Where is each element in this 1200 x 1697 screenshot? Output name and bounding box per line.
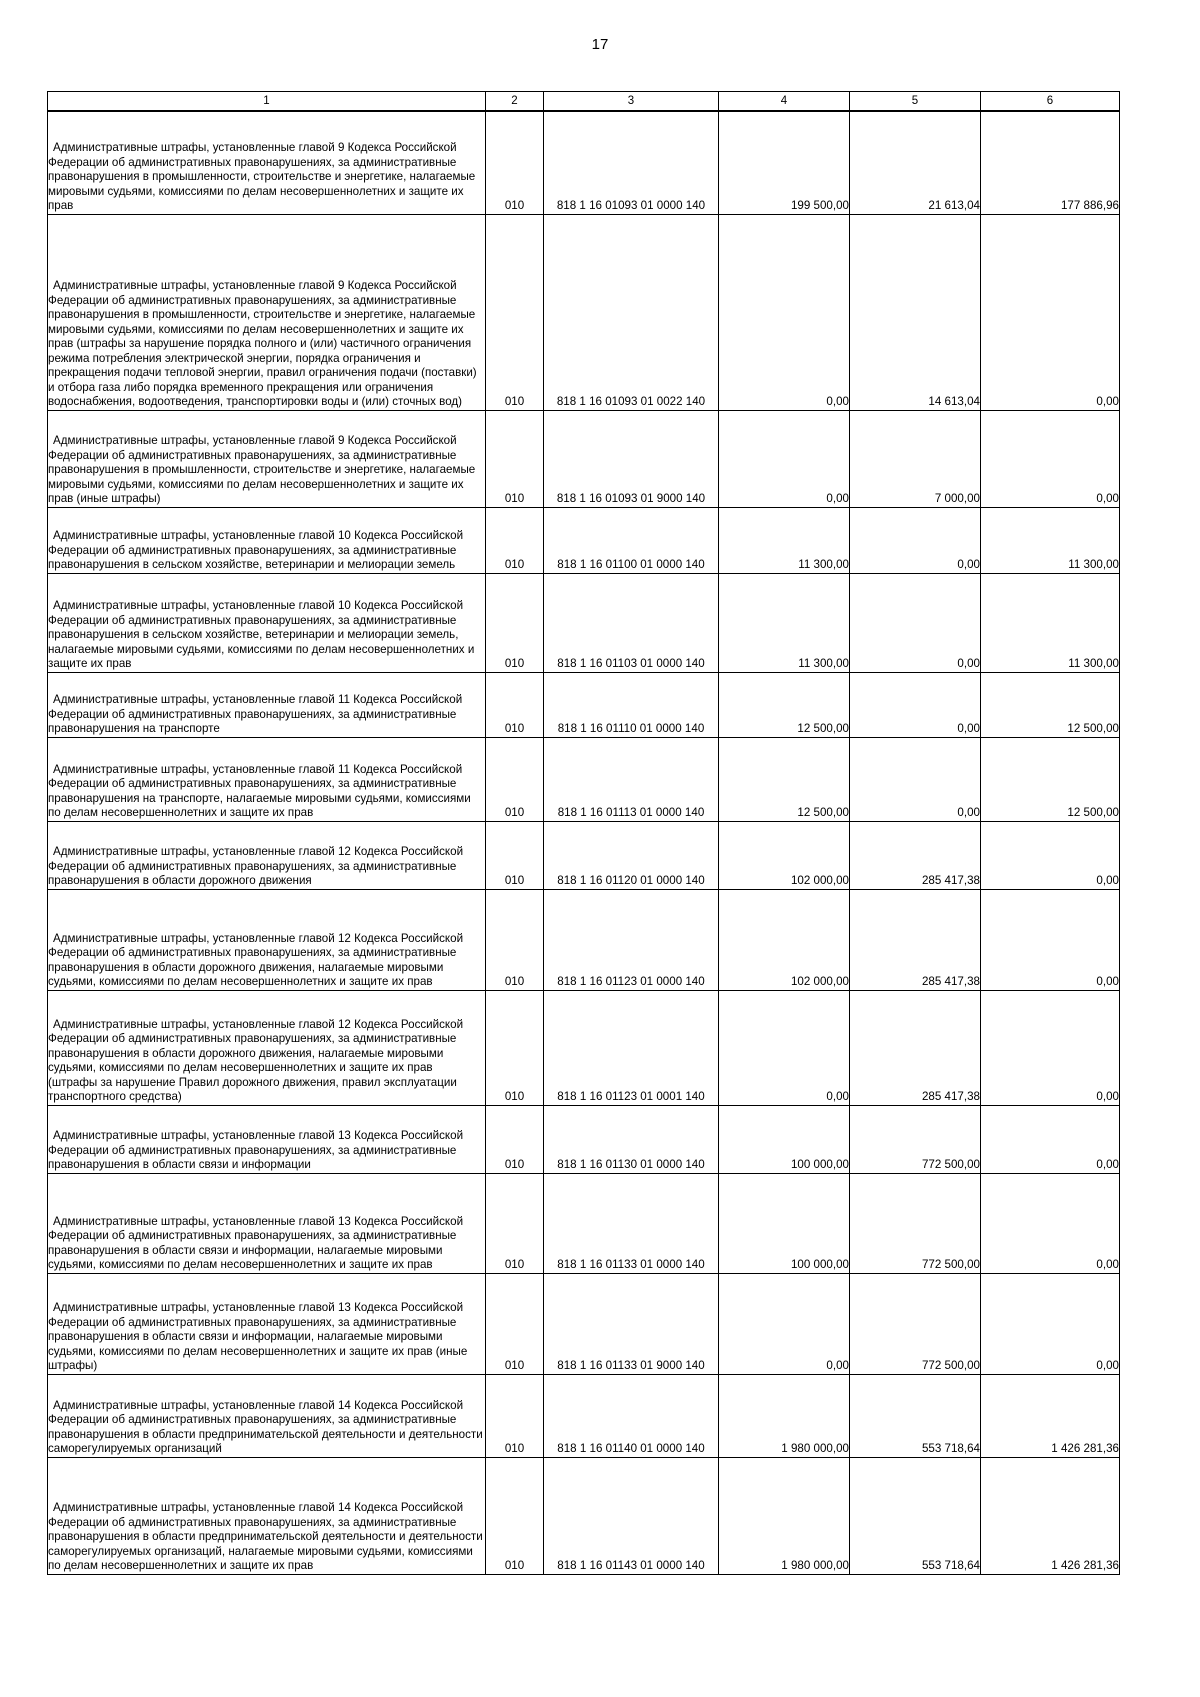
- row-line-code: 010: [486, 111, 544, 214]
- row-approved-amount: 11 300,00: [719, 573, 850, 672]
- row-executed-amount: 14 613,04: [850, 214, 981, 410]
- row-line-code: 010: [486, 672, 544, 737]
- row-line-code: 010: [486, 737, 544, 821]
- column-header: 4: [719, 92, 850, 112]
- row-unexecuted-amount: 1 426 281,36: [981, 1457, 1120, 1574]
- row-description: Административные штрафы, установленные главой 12 Кодекса Российской Федерации об административных правонарушениях, за административные правонарушения в области дорожного движения, налагаемые мировыми судьями, комиссиями по делам несовершеннолетних и защите их прав: [48, 889, 486, 990]
- table-row: [48, 410, 1120, 507]
- row-budget-code: 818 1 16 01093 01 0022 140: [544, 214, 719, 410]
- row-line-code: 010: [486, 1457, 544, 1574]
- row-description: Административные штрафы, установленные главой 10 Кодекса Российской Федерации об административных правонарушениях, за административные правонарушения в сельском хозяйстве, ветеринарии и мелиорации земель: [48, 507, 486, 573]
- row-budget-code: 818 1 16 01123 01 0001 140: [544, 990, 719, 1105]
- row-unexecuted-amount: 12 500,00: [981, 672, 1120, 737]
- row-description: Административные штрафы, установленные главой 9 Кодекса Российской Федерации об административных правонарушениях, за административные правонарушения в промышленности, строительстве и энергетике, налагаемые мировыми судьями, комиссиями по делам несовершеннолетних и защите их прав (штрафы за нарушение порядка полного и (или) частичного ограничения режима потребления электрической энергии, порядка ограничения и прекращения подачи тепловой энергии, правил ограничения подачи (поставки) и отбора газа либо порядка временного прекращения или ограничения водоснабжения, водоотведения, транспортировки воды и (или) сточных вод): [48, 214, 486, 410]
- row-line-code: 010: [486, 410, 544, 507]
- row-description: Административные штрафы, установленные главой 13 Кодекса Российской Федерации об административных правонарушениях, за административные правонарушения в области связи и информации, налагаемые мировыми судьями, комиссиями по делам несовершеннолетних и защите их прав (иные штрафы): [48, 1273, 486, 1374]
- row-description: Административные штрафы, установленные главой 12 Кодекса Российской Федерации об административных правонарушениях, за административные правонарушения в области дорожного движения: [48, 821, 486, 889]
- row-unexecuted-amount: 0,00: [981, 214, 1120, 410]
- row-approved-amount: 1 980 000,00: [719, 1374, 850, 1457]
- row-description: Административные штрафы, установленные главой 12 Кодекса Российской Федерации об административных правонарушениях, за административные правонарушения в области дорожного движения, налагаемые мировыми судьями, комиссиями по делам несовершеннолетних и защите их прав (штрафы за нарушение Правил дорожного движения, правил эксплуатации транспортного средства): [48, 990, 486, 1105]
- table-row: [48, 737, 1120, 821]
- row-unexecuted-amount: 0,00: [981, 1105, 1120, 1173]
- row-unexecuted-amount: 0,00: [981, 821, 1120, 889]
- table-row: [48, 573, 1120, 672]
- row-approved-amount: 199 500,00: [719, 111, 850, 214]
- row-approved-amount: 0,00: [719, 410, 850, 507]
- row-executed-amount: 0,00: [850, 672, 981, 737]
- column-header: 5: [850, 92, 981, 112]
- row-budget-code: 818 1 16 01133 01 0000 140: [544, 1173, 719, 1273]
- table-row: [48, 1173, 1120, 1273]
- row-executed-amount: 0,00: [850, 737, 981, 821]
- row-executed-amount: 7 000,00: [850, 410, 981, 507]
- row-approved-amount: 102 000,00: [719, 821, 850, 889]
- row-line-code: 010: [486, 990, 544, 1105]
- row-line-code: 010: [486, 507, 544, 573]
- row-description: Административные штрафы, установленные главой 11 Кодекса Российской Федерации об административных правонарушениях, за административные правонарушения на транспорте, налагаемые мировыми судьями, комиссиями по делам несовершеннолетних и защите их прав: [48, 737, 486, 821]
- row-line-code: 010: [486, 821, 544, 889]
- row-unexecuted-amount: 0,00: [981, 990, 1120, 1105]
- row-line-code: 010: [486, 1273, 544, 1374]
- row-unexecuted-amount: 11 300,00: [981, 507, 1120, 573]
- row-approved-amount: 100 000,00: [719, 1105, 850, 1173]
- table-row: [48, 672, 1120, 737]
- column-header: 1: [48, 92, 486, 112]
- column-header: 3: [544, 92, 719, 112]
- row-unexecuted-amount: 0,00: [981, 1273, 1120, 1374]
- row-approved-amount: 1 980 000,00: [719, 1457, 850, 1574]
- row-executed-amount: 285 417,38: [850, 990, 981, 1105]
- row-unexecuted-amount: 0,00: [981, 889, 1120, 990]
- table-row: [48, 214, 1120, 410]
- row-line-code: 010: [486, 1173, 544, 1273]
- row-budget-code: 818 1 16 01123 01 0000 140: [544, 889, 719, 990]
- column-header: 6: [981, 92, 1120, 112]
- row-budget-code: 818 1 16 01133 01 9000 140: [544, 1273, 719, 1374]
- row-unexecuted-amount: 12 500,00: [981, 737, 1120, 821]
- row-line-code: 010: [486, 1374, 544, 1457]
- row-description: Административные штрафы, установленные главой 11 Кодекса Российской Федерации об административных правонарушениях, за административные правонарушения на транспорте: [48, 672, 486, 737]
- table-row: [48, 111, 1120, 214]
- row-executed-amount: 21 613,04: [850, 111, 981, 214]
- column-header: 2: [486, 92, 544, 112]
- row-approved-amount: 0,00: [719, 990, 850, 1105]
- row-description: Административные штрафы, установленные главой 14 Кодекса Российской Федерации об административных правонарушениях, за административные правонарушения в области предпринимательской деятельности и деятельности саморегулируемых организаций: [48, 1374, 486, 1457]
- table-row: [48, 1374, 1120, 1457]
- page-number: 17: [591, 36, 609, 53]
- row-budget-code: 818 1 16 01103 01 0000 140: [544, 573, 719, 672]
- table-row: [48, 507, 1120, 573]
- row-executed-amount: 772 500,00: [850, 1173, 981, 1273]
- table-row: [48, 1457, 1120, 1574]
- row-line-code: 010: [486, 1105, 544, 1173]
- row-executed-amount: 772 500,00: [850, 1105, 981, 1173]
- row-description: Административные штрафы, установленные главой 9 Кодекса Российской Федерации об административных правонарушениях, за административные правонарушения в промышленности, строительстве и энергетике, налагаемые мировыми судьями, комиссиями по делам несовершеннолетних и защите их прав (иные штрафы): [48, 410, 486, 507]
- row-line-code: 010: [486, 214, 544, 410]
- row-budget-code: 818 1 16 01093 01 9000 140: [544, 410, 719, 507]
- revenue-table: [47, 91, 1120, 1575]
- row-executed-amount: 772 500,00: [850, 1273, 981, 1374]
- row-budget-code: 818 1 16 01120 01 0000 140: [544, 821, 719, 889]
- row-budget-code: 818 1 16 01140 01 0000 140: [544, 1374, 719, 1457]
- column-number-row: [48, 92, 1120, 112]
- row-executed-amount: 0,00: [850, 573, 981, 672]
- row-description: Административные штрафы, установленные главой 13 Кодекса Российской Федерации об административных правонарушениях, за административные правонарушения в области связи и информации: [48, 1105, 486, 1173]
- row-executed-amount: 285 417,38: [850, 889, 981, 990]
- row-executed-amount: 285 417,38: [850, 821, 981, 889]
- row-budget-code: 818 1 16 01113 01 0000 140: [544, 737, 719, 821]
- row-description: Административные штрафы, установленные главой 9 Кодекса Российской Федерации об административных правонарушениях, за административные правонарушения в промышленности, строительстве и энергетике, налагаемые мировыми судьями, комиссиями по делам несовершеннолетних и защите их прав: [48, 111, 486, 214]
- table-row: [48, 990, 1120, 1105]
- row-line-code: 010: [486, 573, 544, 672]
- row-executed-amount: 553 718,64: [850, 1374, 981, 1457]
- row-executed-amount: 0,00: [850, 507, 981, 573]
- row-unexecuted-amount: 1 426 281,36: [981, 1374, 1120, 1457]
- row-approved-amount: 100 000,00: [719, 1173, 850, 1273]
- table-row: [48, 821, 1120, 889]
- row-line-code: 010: [486, 889, 544, 990]
- table-row: [48, 889, 1120, 990]
- row-budget-code: 818 1 16 01093 01 0000 140: [544, 111, 719, 214]
- row-unexecuted-amount: 0,00: [981, 410, 1120, 507]
- row-approved-amount: 12 500,00: [719, 672, 850, 737]
- table-row: [48, 1105, 1120, 1173]
- row-budget-code: 818 1 16 01143 01 0000 140: [544, 1457, 719, 1574]
- row-approved-amount: 12 500,00: [719, 737, 850, 821]
- row-description: Административные штрафы, установленные главой 13 Кодекса Российской Федерации об административных правонарушениях, за административные правонарушения в области связи и информации, налагаемые мировыми судьями, комиссиями по делам несовершеннолетних и защите их прав: [48, 1173, 486, 1273]
- row-budget-code: 818 1 16 01130 01 0000 140: [544, 1105, 719, 1173]
- row-description: Административные штрафы, установленные главой 10 Кодекса Российской Федерации об административных правонарушениях, за административные правонарушения в сельском хозяйстве, ветеринарии и мелиорации земель, налагаемые мировыми судьями, комиссиями по делам несовершеннолетних и защите их прав: [48, 573, 486, 672]
- row-budget-code: 818 1 16 01100 01 0000 140: [544, 507, 719, 573]
- row-approved-amount: 102 000,00: [719, 889, 850, 990]
- row-description: Административные штрафы, установленные главой 14 Кодекса Российской Федерации об административных правонарушениях, за административные правонарушения в области предпринимательской деятельности и деятельности саморегулируемых организаций, налагаемые мировыми судьями, комиссиями по делам несовершеннолетних и защите их прав: [48, 1457, 486, 1574]
- table-row: [48, 1273, 1120, 1374]
- row-unexecuted-amount: 177 886,96: [981, 111, 1120, 214]
- row-approved-amount: 11 300,00: [719, 507, 850, 573]
- row-unexecuted-amount: 0,00: [981, 1173, 1120, 1273]
- row-approved-amount: 0,00: [719, 214, 850, 410]
- row-budget-code: 818 1 16 01110 01 0000 140: [544, 672, 719, 737]
- row-approved-amount: 0,00: [719, 1273, 850, 1374]
- row-executed-amount: 553 718,64: [850, 1457, 981, 1574]
- row-unexecuted-amount: 11 300,00: [981, 573, 1120, 672]
